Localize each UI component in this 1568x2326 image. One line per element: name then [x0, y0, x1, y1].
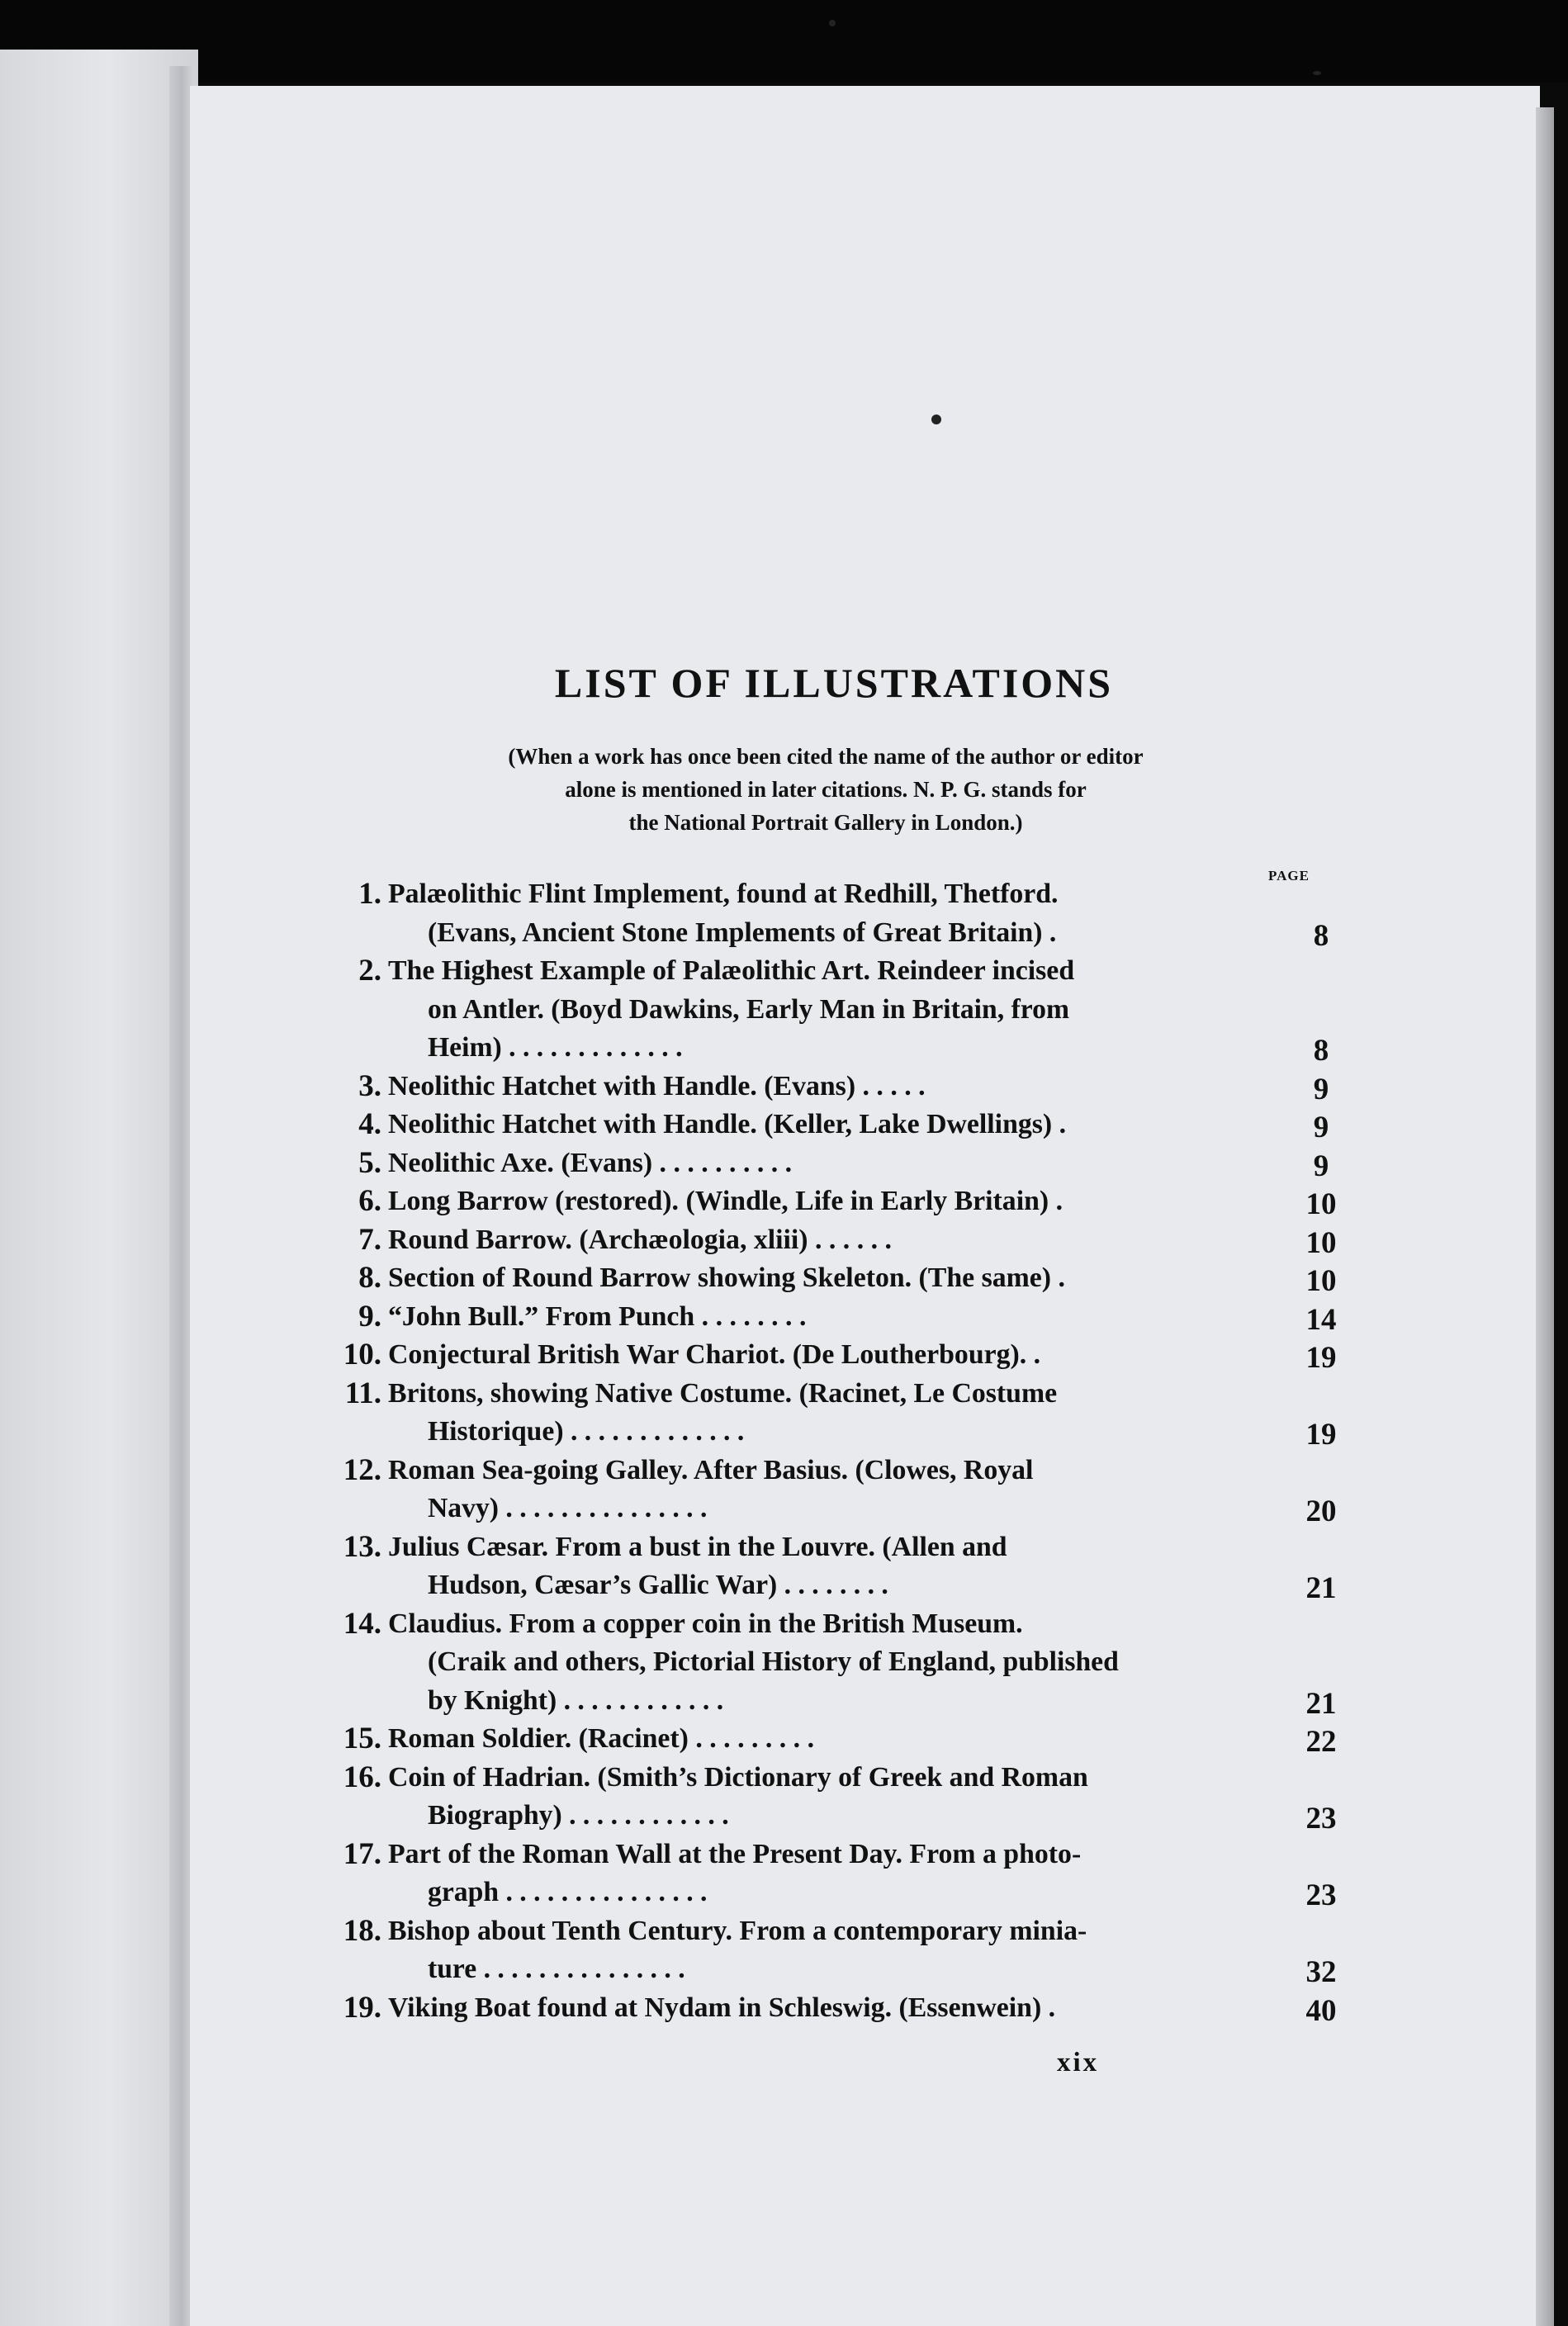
entry-text-line: The Highest Example of Palæolithic Art. Reindeer incised [388, 955, 1075, 986]
entry-page-number: 8 [1313, 1034, 1329, 1068]
entry-number: 16. [343, 1760, 381, 1794]
entry-text-line: Part of the Roman Wall at the Present Day. From a photo- [388, 1838, 1082, 1869]
entry-text-line: Biography) . . . . . . . . . . . . [428, 1800, 729, 1831]
entry-number: 8. [358, 1261, 381, 1295]
list-item [314, 1259, 1346, 1298]
list-item [314, 1068, 1346, 1106]
entry-page-number: 9 [1313, 1111, 1329, 1144]
list-item [314, 952, 1346, 1068]
entry-page-number: 8 [1313, 918, 1329, 953]
entry-page-number: 19 [1305, 1418, 1337, 1452]
list-item [314, 1144, 1346, 1183]
entry-text-line: Conjectural British War Chariot. (De Loutherbourg). . [388, 1339, 1041, 1370]
entry-page-number: 9 [1313, 1149, 1329, 1183]
entry-number: 1. [358, 877, 381, 911]
entry-text-line: Roman Soldier. (Racinet) . . . . . . . . . [388, 1723, 815, 1754]
list-item [314, 1375, 1346, 1452]
page-title: LIST OF ILLUSTRATIONS [554, 660, 1114, 706]
entry-number: 10. [343, 1338, 381, 1371]
entry-number: 19. [343, 1990, 381, 2025]
entry-page-number: 32 [1305, 1955, 1337, 1989]
entry-text-line: Britons, showing Native Costume. (Racinet, Le Costume [388, 1377, 1058, 1409]
entry-number: 18. [343, 1913, 381, 1948]
entry-number: 7. [358, 1222, 381, 1257]
entry-page-number: 23 [1305, 1878, 1337, 1912]
entry-page-number: 20 [1305, 1495, 1337, 1528]
entry-text-line: graph . . . . . . . . . . . . . . . [428, 1877, 708, 1907]
list-item [314, 1452, 1346, 1528]
entry-text-line: Neolithic Hatchet with Handle. (Evans) . . . . . [388, 1070, 926, 1101]
citation-note-line: (When a work has once been cited the name of the author or editor [508, 744, 1144, 769]
entry-text-line: Section of Round Barrow showing Skeleton. (The same) . [388, 1262, 1065, 1293]
entry-page-number: 19 [1305, 1341, 1337, 1375]
entry-text-line: Historique) . . . . . . . . . . . . . [428, 1416, 745, 1447]
page-column-label: PAGE [1268, 868, 1310, 884]
entry-text-line: (Evans, Ancient Stone Implements of Great Britain) . [428, 917, 1057, 948]
entry-text-line: by Knight) . . . . . . . . . . . . [428, 1684, 724, 1716]
entry-text-line: Claudius. From a copper coin in the British Museum. [388, 1608, 1023, 1639]
citation-note [380, 740, 1272, 839]
list-item [314, 1221, 1346, 1260]
illustration-list [314, 875, 1346, 2027]
entry-page-number: 23 [1305, 1802, 1337, 1836]
list-item [314, 1836, 1346, 1912]
entry-page-number: 22 [1305, 1725, 1337, 1759]
list-item [314, 1912, 1346, 1989]
entry-text-line: Julius Cæsar. From a bust in the Louvre. (Allen and [388, 1531, 1007, 1562]
entry-number: 13. [343, 1529, 381, 1564]
list-item [314, 1182, 1346, 1221]
entry-number: 9. [358, 1299, 381, 1334]
entry-text-line: (Craik and others, Pictorial History of England, published [428, 1646, 1119, 1677]
page-number: xix [1057, 2048, 1100, 2077]
list-item [314, 1759, 1346, 1836]
entry-number: 11. [344, 1376, 381, 1410]
entry-number: 2. [358, 954, 381, 988]
entry-page-number: 14 [1305, 1302, 1337, 1337]
entry-text-line: Bishop about Tenth Century. From a contemporary minia- [388, 1915, 1087, 1946]
entry-text-line: Long Barrow (restored). (Windle, Life in Early Britain) . [388, 1186, 1063, 1216]
list-item [314, 1989, 1346, 2028]
entry-text-line: Round Barrow. (Archæologia, xliii) . . . . . . [388, 1224, 892, 1255]
entry-number: 17. [343, 1836, 381, 1871]
entry-text-line: Viking Boat found at Nydam in Schleswig. (Essenwein) . [388, 1992, 1056, 2023]
list-item [314, 1605, 1346, 1721]
entry-number: 4. [358, 1107, 381, 1141]
entry-number: 12. [343, 1452, 381, 1487]
list-item [314, 875, 1346, 952]
entry-text-line: “John Bull.” From Punch . . . . . . . . [388, 1300, 807, 1332]
entry-text-line: Coin of Hadrian. (Smith’s Dictionary of Greek and Roman [388, 1761, 1088, 1793]
entry-page-number: 9 [1313, 1072, 1329, 1106]
citation-note-line: alone is mentioned in later citations. N. P. G. stands for [565, 777, 1087, 802]
list-item [314, 1336, 1346, 1375]
entry-text-line: Palæolithic Flint Implement, found at Redhill, Thetford. [388, 879, 1059, 909]
entry-number: 5. [358, 1145, 381, 1180]
citation-note-line: the National Portrait Gallery in London.) [628, 810, 1023, 835]
entry-page-number: 10 [1305, 1225, 1337, 1260]
entry-text-line: Neolithic Hatchet with Handle. (Keller, Lake Dwellings) . [388, 1109, 1067, 1139]
entry-page-number: 10 [1305, 1187, 1337, 1221]
entry-text-line: Neolithic Axe. (Evans) . . . . . . . . . . [388, 1147, 793, 1178]
entry-text-line: Navy) . . . . . . . . . . . . . . . [428, 1493, 708, 1523]
entry-page-number: 21 [1305, 1686, 1337, 1721]
entry-number: 15. [343, 1722, 381, 1755]
entry-page-number: 10 [1305, 1264, 1337, 1298]
list-item [314, 1720, 1346, 1759]
entry-text-line: Hudson, Cæsar’s Gallic War) . . . . . . . . [428, 1570, 888, 1600]
entry-number: 3. [358, 1068, 381, 1103]
entry-number: 6. [358, 1184, 381, 1218]
list-item [314, 1528, 1346, 1605]
entry-text-line: ture . . . . . . . . . . . . . . . [428, 1954, 685, 1984]
entry-text-line: Roman Sea-going Galley. After Basius. (Clowes, Royal [388, 1454, 1034, 1485]
entry-text-line: on Antler. (Boyd Dawkins, Early Man in Britain, from [428, 993, 1069, 1025]
entry-page-number: 21 [1305, 1571, 1337, 1605]
list-item [314, 1106, 1346, 1144]
entry-page-number: 40 [1305, 1993, 1337, 2028]
entry-number: 14. [343, 1606, 381, 1641]
entry-text-line: Heim) . . . . . . . . . . . . . [428, 1032, 683, 1063]
list-item [314, 1298, 1346, 1337]
